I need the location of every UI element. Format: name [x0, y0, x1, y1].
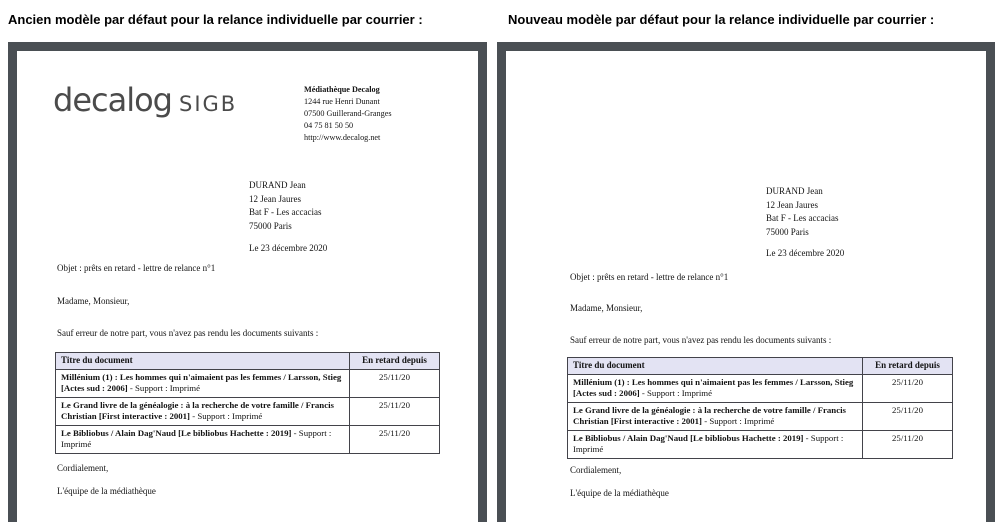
overdue-date-cell: 25/11/20	[350, 425, 440, 453]
document-title-cell	[56, 425, 350, 453]
table-header-title: Titre du document	[568, 358, 863, 375]
table-row	[56, 397, 440, 425]
document-title: Le Grand livre de la généalogie : à la recherche de votre famille / Francis Christian [First interactive : 2001]	[61, 399, 334, 421]
recipient-address-line: 75000 Paris	[766, 226, 809, 237]
recipient-address-block	[766, 185, 838, 239]
new-template-letter-page	[497, 42, 995, 522]
document-title: Millénium (1) : Les hommes qui n'aimaient pas les femmes / Larsson, Stieg [Actes sud : 2006]	[61, 371, 342, 393]
table-header-title: Titre du document	[56, 353, 350, 370]
old-template-heading: Ancien modèle par défaut pour la relance individuelle par courrier :	[8, 12, 423, 27]
sender-address-block	[304, 84, 392, 144]
recipient-address-block	[249, 179, 321, 233]
letter-date: Le 23 décembre 2020	[766, 248, 845, 258]
recipient-address-line: 12 Jean Jaures	[249, 193, 301, 204]
document-title-cell	[568, 430, 863, 458]
sender-name: Médiathèque Decalog	[304, 85, 380, 94]
document-title: Le Bibliobus / Alain Dag'Naud [Le bibliobus Hachette : 2019]	[61, 427, 292, 438]
document-support: - Support : Imprimé	[573, 432, 844, 454]
recipient-name: DURAND Jean	[766, 186, 823, 196]
document-title: Millénium (1) : Les hommes qui n'aimaient pas les femmes / Larsson, Stieg [Actes sud : 2006]	[573, 376, 854, 398]
overdue-documents-table	[567, 357, 953, 459]
letter-intro: Sauf erreur de notre part, vous n'avez pas rendu les documents suivants :	[57, 328, 319, 338]
recipient-name: DURAND Jean	[249, 180, 306, 190]
letter-closing: Cordialement,	[57, 463, 109, 473]
letter-date: Le 23 décembre 2020	[249, 243, 328, 253]
document-support: - Support : Imprimé	[639, 388, 713, 398]
overdue-date-cell: 25/11/20	[350, 397, 440, 425]
table-row	[568, 402, 953, 430]
letter-content	[17, 51, 478, 522]
document-title: Le Bibliobus / Alain Dag'Naud [Le bibliobus Hachette : 2019]	[573, 432, 804, 443]
new-template-heading: Nouveau modèle par défaut pour la relance individuelle par courrier :	[508, 12, 935, 27]
overdue-date-cell: 25/11/20	[350, 369, 440, 397]
letter-subject: Objet : prêts en retard - lettre de relance n°1	[57, 263, 216, 273]
overdue-documents-table	[55, 352, 440, 454]
sender-website: http://www.decalog.net	[304, 133, 381, 142]
table-header-overdue: En retard depuis	[863, 358, 953, 375]
logo-suffix-text: SIGB	[178, 92, 238, 116]
document-support: - Support : Imprimé	[702, 416, 775, 426]
table-row	[56, 369, 440, 397]
sender-address-line: 07500 Guillerand-Granges	[304, 109, 392, 118]
table-header-row	[568, 358, 953, 375]
letter-content	[506, 51, 986, 522]
table-row	[568, 374, 953, 402]
document-title-cell	[568, 402, 863, 430]
letter-intro: Sauf erreur de notre part, vous n'avez pas rendu les documents suivants :	[570, 335, 832, 345]
letter-subject: Objet : prêts en retard - lettre de relance n°1	[570, 272, 729, 282]
letter-signature: L'équipe de la médiathèque	[570, 488, 669, 498]
table-row	[568, 430, 953, 458]
letter-closing: Cordialement,	[570, 465, 622, 475]
letter-salutation: Madame, Monsieur,	[57, 296, 130, 306]
recipient-address-line: 75000 Paris	[249, 220, 292, 231]
recipient-address-line: 12 Jean Jaures	[766, 199, 818, 210]
table-header-row	[56, 353, 440, 370]
document-support: - Support : Imprimé	[190, 411, 263, 421]
letter-salutation: Madame, Monsieur,	[570, 303, 643, 313]
document-support: - Support : Imprimé	[127, 383, 201, 393]
document-title-cell	[568, 374, 863, 402]
document-title-cell	[56, 369, 350, 397]
table-header-overdue: En retard depuis	[350, 353, 440, 370]
recipient-address-line: Bat F - Les accacias	[766, 213, 839, 223]
document-support: - Support : Imprimé	[61, 427, 332, 449]
table-row	[56, 425, 440, 453]
letter-signature: L'équipe de la médiathèque	[57, 486, 156, 496]
overdue-date-cell: 25/11/20	[863, 430, 953, 458]
logo-brand-text: decalog	[53, 81, 172, 119]
overdue-date-cell: 25/11/20	[863, 402, 953, 430]
document-title: Le Grand livre de la généalogie : à la recherche de votre famille / Francis Christian [First interactive : 2001]	[573, 404, 846, 426]
sender-phone: 04 75 81 50 50	[304, 121, 354, 130]
recipient-address-line: Bat F - Les accacias	[249, 207, 322, 217]
decalog-sigb-logo	[53, 81, 237, 119]
sender-address-line: 1244 rue Henri Dunant	[304, 97, 380, 106]
old-template-letter-page	[8, 42, 487, 522]
overdue-date-cell: 25/11/20	[863, 374, 953, 402]
document-title-cell	[56, 397, 350, 425]
